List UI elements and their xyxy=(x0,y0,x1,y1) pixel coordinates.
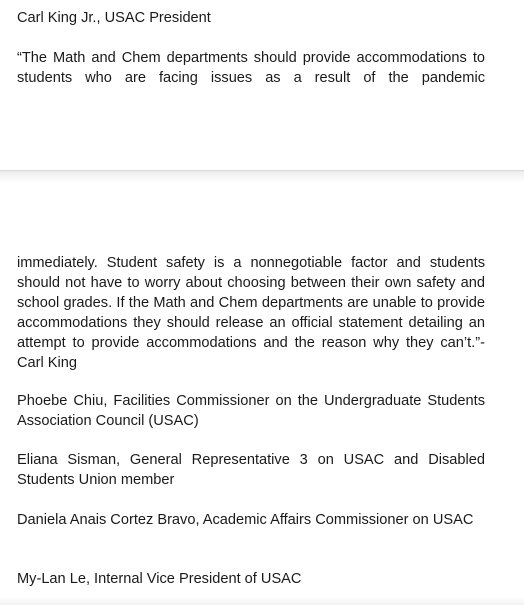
quote-paragraph-start: “The Math and Chem departments should provide accommodations to students who are facing issues as a result of the pandemic xyxy=(17,50,485,86)
document-page-2 xyxy=(0,182,524,605)
attribution-entry: Eliana Sisman, General Representative 3 on USAC and Disabled Students Union member xyxy=(17,452,485,488)
speaker-attribution: Carl King Jr., USAC President xyxy=(17,10,211,26)
attribution-entry: Phoebe Chiu, Facilities Commissioner on the Undergraduate Students Association Council (USAC) xyxy=(17,393,485,429)
attribution-entry: My-Lan Le, Internal Vice President of USAC xyxy=(17,571,302,587)
page-bottom-shadow xyxy=(0,597,524,605)
attribution-entry: Daniela Anais Cortez Bravo, Academic Affairs Commissioner on USAC xyxy=(17,512,474,528)
quote-paragraph-end: immediately. Student safety is a nonnegotiable factor and students should not have to worry about choosing between their own safety and school grades. If the Math and Chem departments are unable to provide accommodations they should release an official statement detailing an attempt to provide accommodations and the reason why they can’t.”-Carl King xyxy=(17,255,485,371)
document-page-1 xyxy=(0,0,524,170)
